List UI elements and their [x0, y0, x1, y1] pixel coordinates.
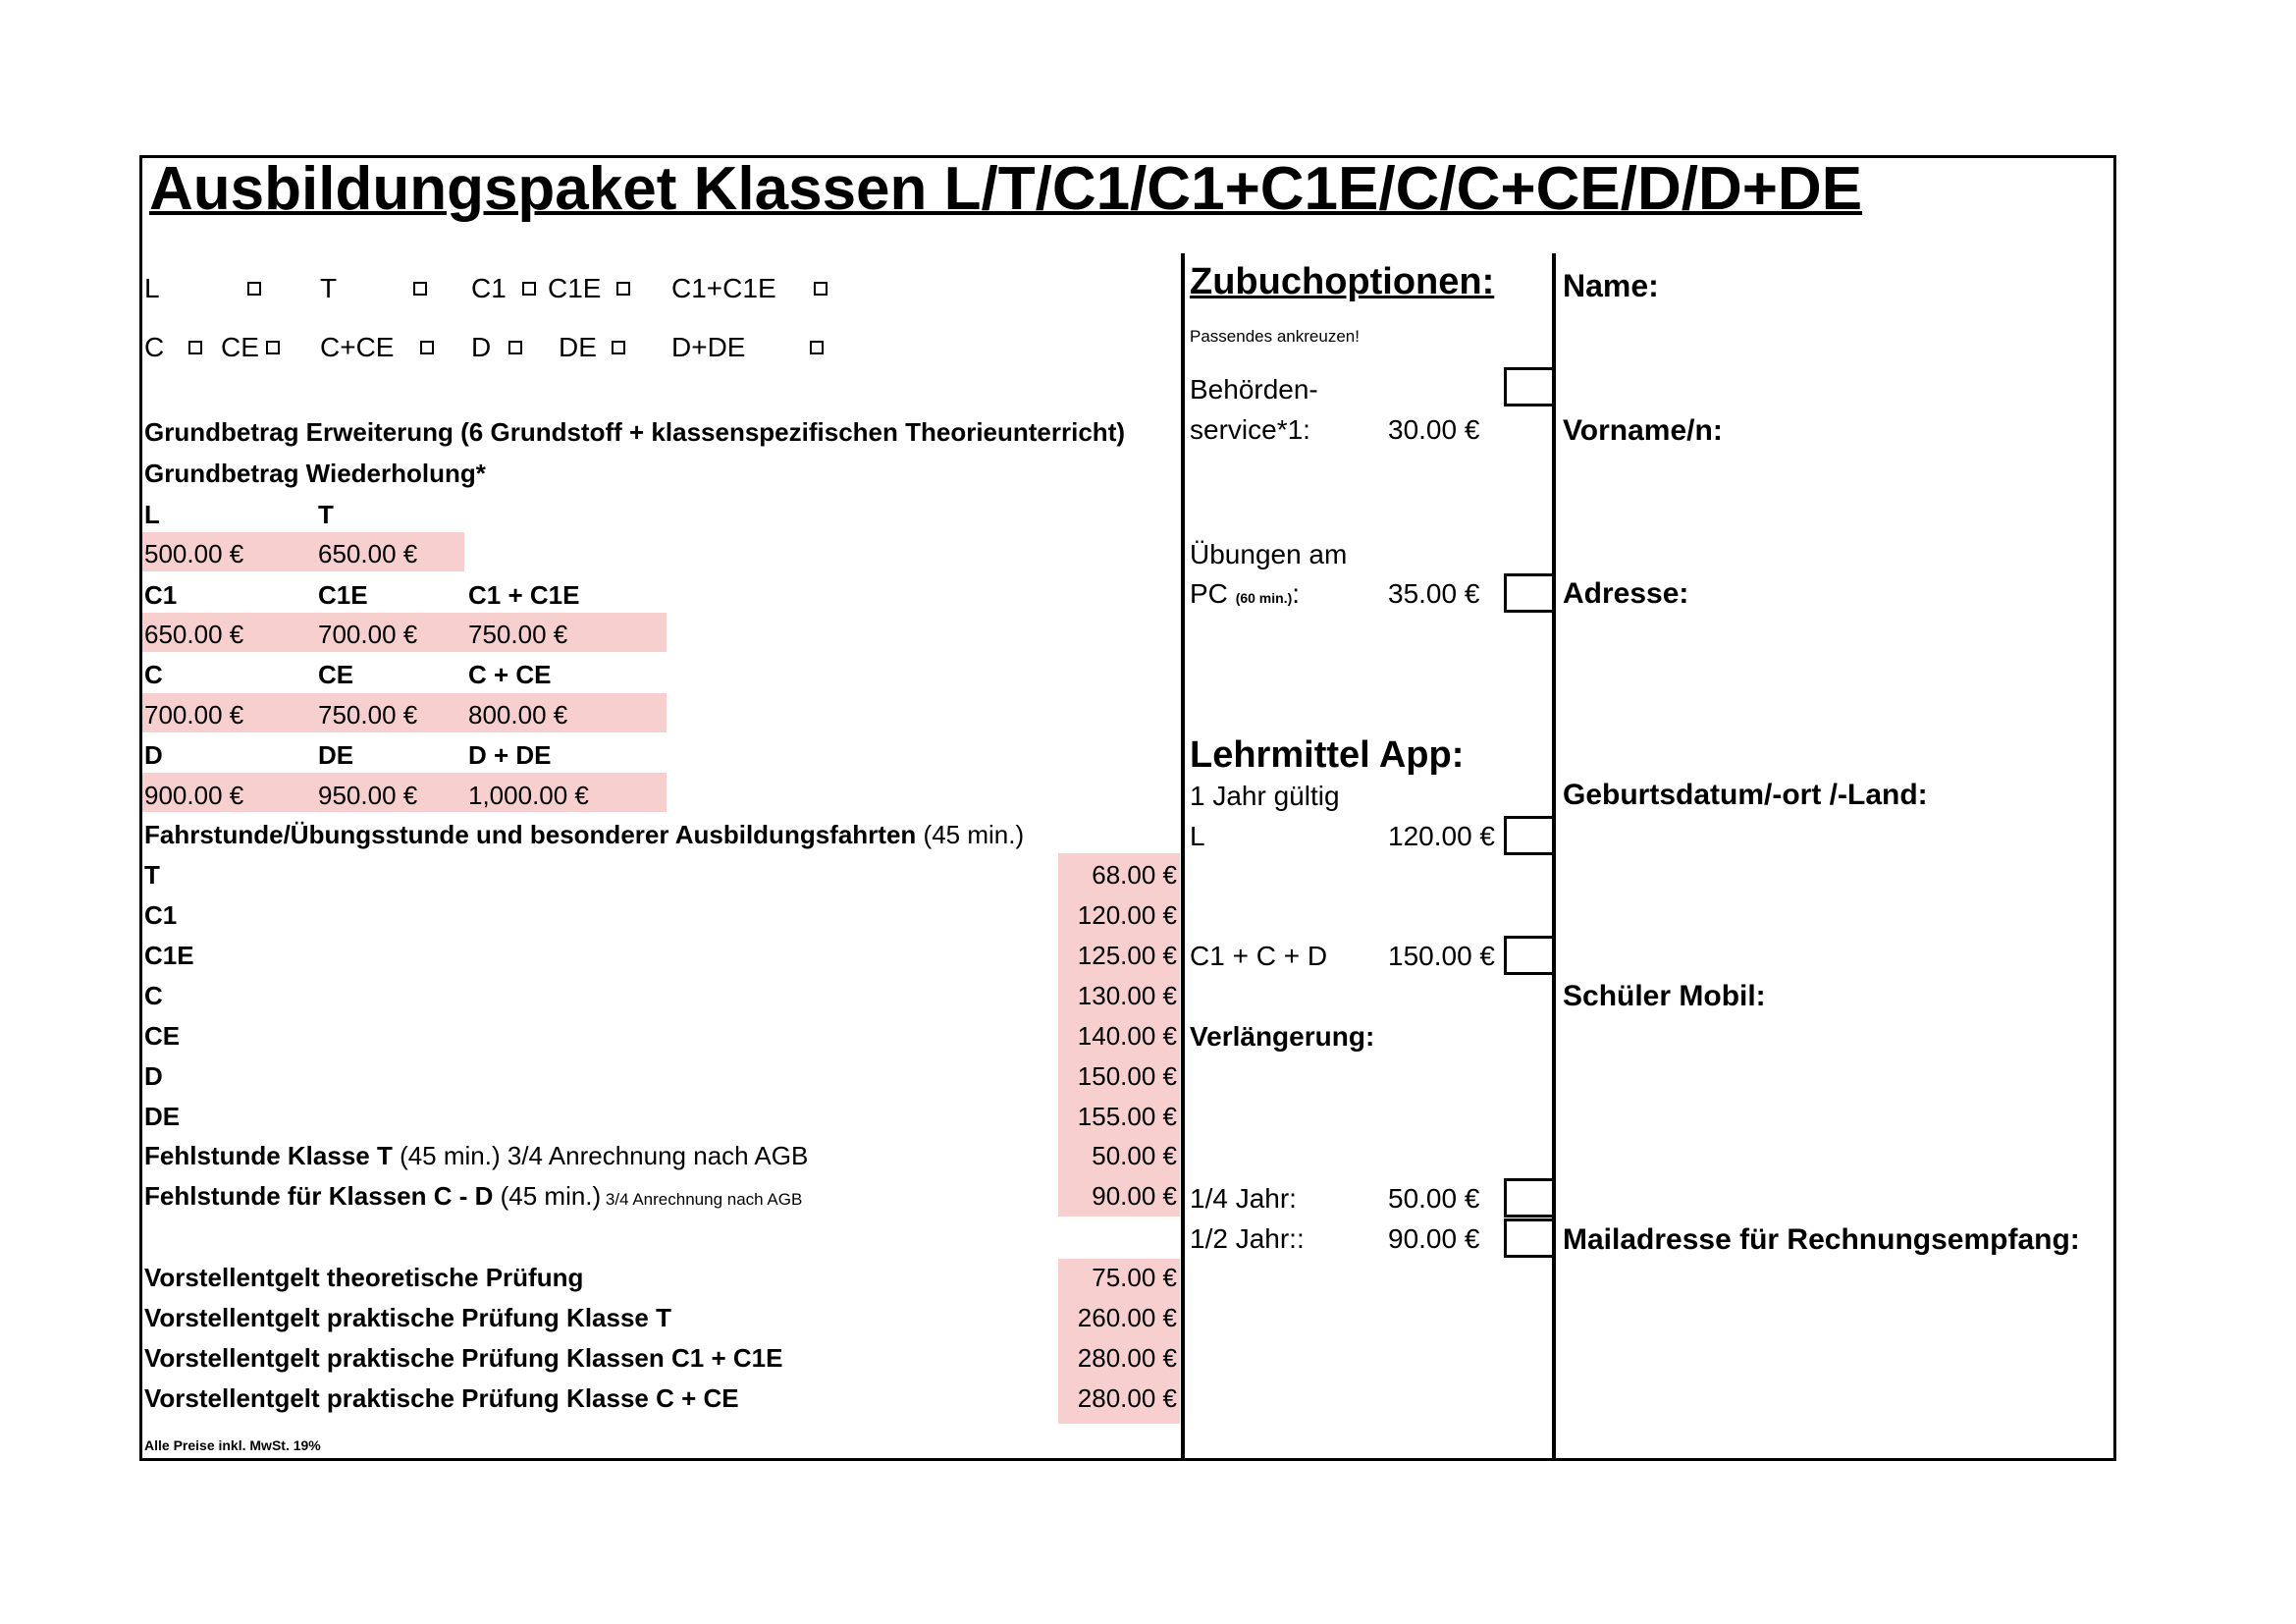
- group-header: C1: [144, 580, 178, 610]
- group-header: CE: [318, 660, 354, 689]
- checkbox-c-ce[interactable]: [420, 341, 434, 354]
- checkbox-t[interactable]: [413, 282, 427, 296]
- behoerden-label-2: service*1:: [1190, 414, 1310, 445]
- fahrstunde-suffix: (45 min.): [923, 820, 1025, 849]
- class-option-c1e: C1E: [548, 273, 602, 303]
- group-price: 750.00 €: [468, 620, 568, 649]
- fehlstunde-cd: [144, 1183, 802, 1209]
- behoerden-checkbox[interactable]: [1504, 367, 1555, 406]
- fehlstunde-cd-label: Fehlstunde für Klassen C - D: [144, 1181, 494, 1211]
- fahrstunde-heading: [144, 822, 1024, 847]
- fehlstunde-cd-note: (45 min.): [493, 1181, 602, 1211]
- app-c-checkbox[interactable]: [1504, 936, 1555, 975]
- app-l-checkbox[interactable]: [1504, 816, 1555, 855]
- fehlstunde-t-price: 50.00 €: [1092, 1141, 1177, 1170]
- behoerden-label-1: Behörden-: [1190, 374, 1318, 405]
- lesson-class: DE: [144, 1102, 181, 1131]
- fehlstunde-t-label: Fehlstunde Klasse T: [144, 1141, 393, 1170]
- group-price: 750.00 €: [318, 700, 418, 730]
- group-price: 650.00 €: [144, 620, 244, 649]
- uebungen-duration: (60 min.): [1235, 590, 1293, 606]
- verlaengerung-quarter-price: 50.00 €: [1388, 1183, 1480, 1214]
- checkbox-d[interactable]: [508, 341, 522, 354]
- group-header: L: [144, 500, 160, 529]
- class-option-ce: CE: [221, 332, 259, 362]
- class-option-c: C: [144, 332, 165, 362]
- app-l-price: 120.00 €: [1388, 821, 1495, 851]
- group-price: 500.00 €: [144, 539, 244, 568]
- lesson-class: C: [144, 981, 163, 1010]
- lesson-class: C1E: [144, 941, 194, 970]
- vorstell-label: Vorstellentgelt praktische Prüfung Klassen C1 + C1E: [144, 1343, 783, 1373]
- app-c-label: C1 + C + D: [1190, 941, 1328, 971]
- lesson-class: C1: [144, 900, 178, 930]
- group-header: C1 + C1E: [468, 580, 580, 610]
- vorstell-label: Vorstellentgelt theoretische Prüfung: [144, 1263, 584, 1292]
- fahrstunde-label: Fahrstunde/Übungsstunde und besonderer Ausbildungsfahrten: [144, 820, 917, 849]
- app-c-price: 150.00 €: [1388, 941, 1495, 971]
- options-heading: Zubuchoptionen:: [1190, 261, 1495, 302]
- verlaengerung-half-checkbox[interactable]: [1504, 1218, 1555, 1258]
- lesson-price: 150.00 €: [1077, 1061, 1177, 1091]
- verlaengerung-half-price: 90.00 €: [1388, 1223, 1480, 1254]
- divider-left: [1181, 253, 1185, 1461]
- uebungen-price: 35.00 €: [1388, 578, 1480, 609]
- class-option-c-ce: C+CE: [320, 332, 395, 362]
- mail-label: Mailadresse für Rechnungsempfang:: [1563, 1223, 2080, 1256]
- app-validity: 1 Jahr gültig: [1190, 781, 1340, 811]
- lesson-price: 140.00 €: [1077, 1021, 1177, 1051]
- checkbox-de[interactable]: [612, 341, 625, 354]
- uebungen-checkbox[interactable]: [1504, 573, 1555, 613]
- fehlstunde-t-note: (45 min.) 3/4 Anrechnung nach AGB: [392, 1141, 809, 1170]
- lesson-price: 125.00 €: [1077, 941, 1177, 970]
- lesson-price: 120.00 €: [1077, 900, 1177, 930]
- fehlstunde-cd-small: 3/4 Anrechnung nach AGB: [601, 1190, 803, 1209]
- checkbox-c1e[interactable]: [616, 282, 630, 296]
- divider-right: [1552, 253, 1556, 1461]
- adresse-label: Adresse:: [1563, 577, 1689, 610]
- behoerden-price: 30.00 €: [1388, 414, 1480, 445]
- group-header: D: [144, 740, 163, 770]
- vorname-label: Vorname/n:: [1563, 414, 1723, 447]
- checkbox-c[interactable]: [188, 341, 202, 354]
- class-option-de: DE: [559, 332, 597, 362]
- checkbox-c1[interactable]: [522, 282, 536, 296]
- vorstell-price: 280.00 €: [1077, 1343, 1177, 1373]
- group-price: 700.00 €: [318, 620, 418, 649]
- footnote: Alle Preise inkl. MwSt. 19%: [144, 1437, 321, 1453]
- verlaengerung-heading: Verlängerung:: [1190, 1021, 1375, 1052]
- class-option-l: L: [144, 273, 160, 303]
- fehlstunde-cd-price: 90.00 €: [1092, 1181, 1177, 1211]
- vorstell-price: 260.00 €: [1077, 1303, 1177, 1332]
- group-price: 700.00 €: [144, 700, 244, 730]
- group-header: D + DE: [468, 740, 552, 770]
- verlaengerung-quarter-checkbox[interactable]: [1504, 1178, 1555, 1218]
- group-price: 650.00 €: [318, 539, 418, 568]
- uebungen-colon: :: [1292, 578, 1301, 609]
- lesson-class: CE: [144, 1021, 181, 1051]
- fehlstunde-t: [144, 1143, 808, 1168]
- app-heading: Lehrmittel App:: [1190, 734, 1465, 776]
- group-price: 900.00 €: [144, 781, 244, 810]
- lesson-class: D: [144, 1061, 163, 1091]
- checkbox-d-de[interactable]: [810, 341, 824, 354]
- class-option-d: D: [471, 332, 492, 362]
- geburt-label: Geburtsdatum/-ort /-Land:: [1563, 779, 1928, 811]
- checkbox-ce[interactable]: [266, 341, 280, 354]
- mobil-label: Schüler Mobil:: [1563, 980, 1766, 1012]
- grundbetrag-wiederholung: Grundbetrag Wiederholung*: [144, 459, 486, 488]
- vorstell-price: 280.00 €: [1077, 1383, 1177, 1413]
- verlaengerung-half: 1/2 Jahr::: [1190, 1223, 1305, 1254]
- checkbox-l[interactable]: [247, 282, 261, 296]
- group-header: C: [144, 660, 163, 689]
- lesson-price: 68.00 €: [1092, 860, 1177, 890]
- group-price: 800.00 €: [468, 700, 568, 730]
- lesson-price: 130.00 €: [1077, 981, 1177, 1010]
- lesson-price: 155.00 €: [1077, 1102, 1177, 1131]
- grundbetrag-erweiterung: Grundbetrag Erweiterung (6 Grundstoff + klassenspezifischen Theorieunterricht): [144, 417, 1126, 447]
- app-l-label: L: [1190, 821, 1205, 851]
- uebungen-pc: PC: [1190, 578, 1228, 609]
- verlaengerung-quarter: 1/4 Jahr:: [1190, 1183, 1297, 1214]
- uebungen-label-1: Übungen am: [1190, 539, 1348, 569]
- group-header: DE: [318, 740, 354, 770]
- vorstell-price: 75.00 €: [1092, 1263, 1177, 1292]
- vorstell-label: Vorstellentgelt praktische Prüfung Klasse T: [144, 1303, 671, 1332]
- options-hint: Passendes ankreuzen!: [1190, 327, 1360, 346]
- uebungen-label-2: [1190, 580, 1300, 608]
- class-option-c1: C1: [471, 273, 507, 303]
- class-option-c1-c1e: C1+C1E: [671, 273, 776, 303]
- group-header: C1E: [318, 580, 368, 610]
- checkbox-c1-c1e[interactable]: [814, 282, 828, 296]
- group-header: C + CE: [468, 660, 552, 689]
- page-title: Ausbildungspaket Klassen L/T/C1/C1+C1E/C/C+CE/D/D+DE: [149, 155, 1863, 223]
- class-option-t: T: [320, 273, 338, 303]
- group-price: 950.00 €: [318, 781, 418, 810]
- group-price: 1,000.00 €: [468, 781, 589, 810]
- name-label: Name:: [1563, 268, 1659, 303]
- class-option-d-de: D+DE: [671, 332, 746, 362]
- group-header: T: [318, 500, 334, 529]
- lesson-class: T: [144, 860, 160, 890]
- vorstell-label: Vorstellentgelt praktische Prüfung Klasse C + CE: [144, 1383, 739, 1413]
